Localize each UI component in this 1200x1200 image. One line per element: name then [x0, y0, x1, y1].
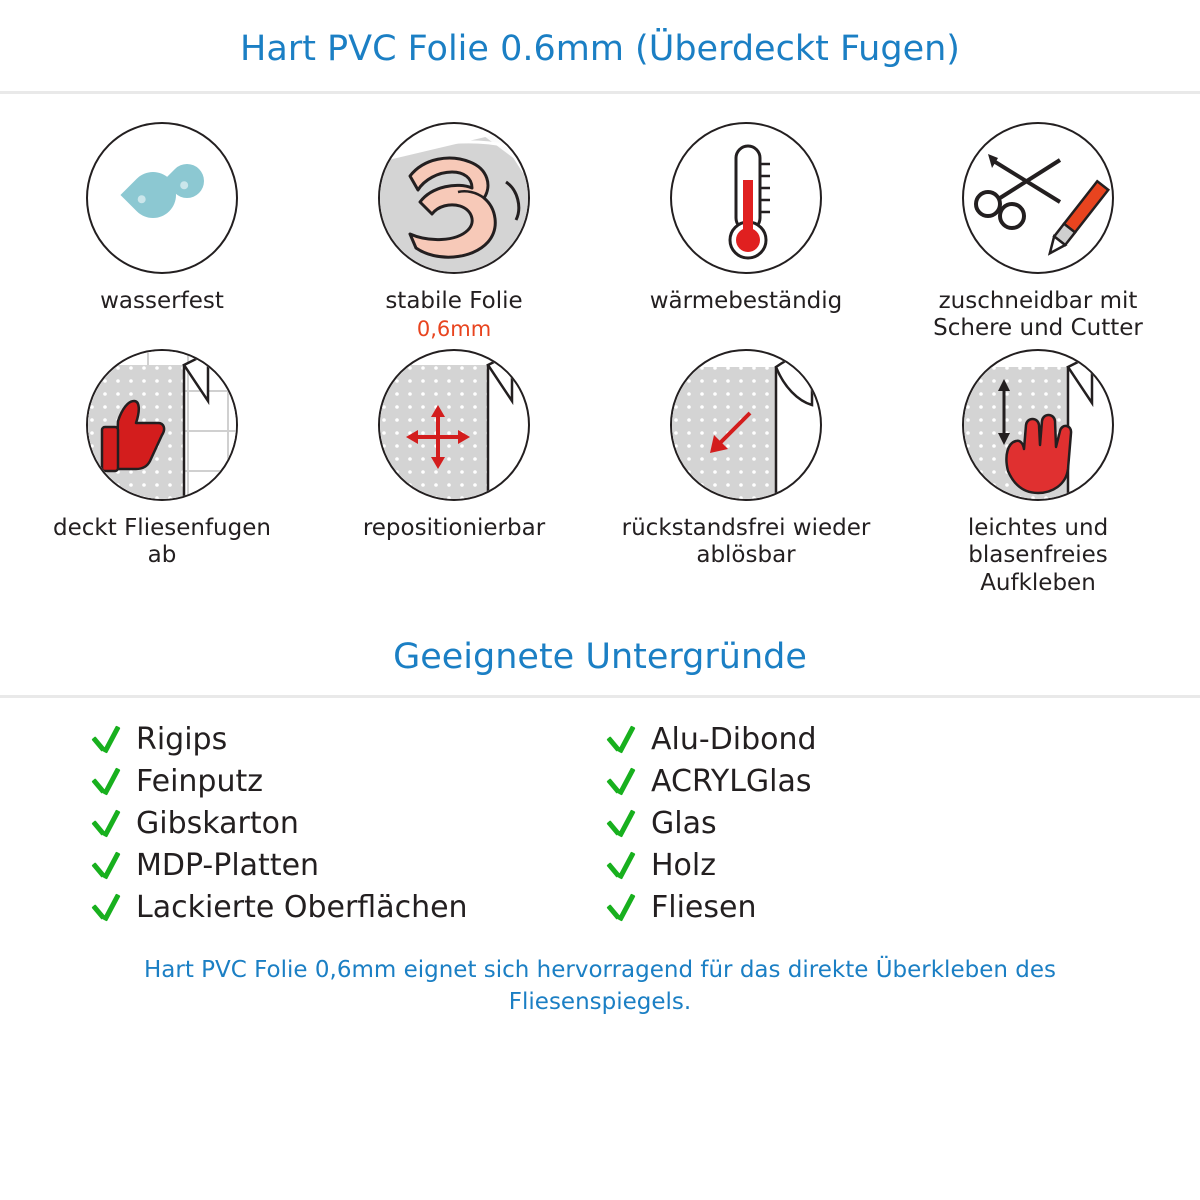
- list-item-label: Holz: [651, 848, 716, 884]
- scissors-cutter-icon: [962, 122, 1114, 274]
- check-icon: [605, 851, 635, 881]
- list-item-label: Rigips: [136, 722, 228, 758]
- feature-zuschneidbar: [892, 122, 1184, 343]
- list-item-label: Lackierte Oberflächen: [136, 890, 468, 926]
- page-title: Hart PVC Folie 0.6mm (Überdeckt Fugen): [240, 29, 960, 69]
- feature-label: rückstandsfrei wieder ablösbar: [621, 514, 871, 569]
- check-icon: [90, 767, 120, 797]
- footer-note: Hart PVC Folie 0,6mm eignet sich hervorragend für das direkte Überkleben des Fliesenspiegels.: [144, 957, 1056, 1015]
- check-icon: [90, 725, 120, 755]
- list-item-label: MDP-Platten: [136, 848, 320, 884]
- feature-stabile-folie: [308, 122, 600, 343]
- list-item-label: Glas: [651, 806, 717, 842]
- feature-aufkleben: [892, 349, 1184, 598]
- list-item-label: ACRYLGlas: [651, 764, 812, 800]
- list-item: [90, 722, 595, 757]
- check-icon: [605, 767, 635, 797]
- feature-label: wasserfest: [100, 287, 224, 314]
- list-item: [605, 890, 1110, 925]
- substrate-lists: [0, 698, 1200, 925]
- feature-grid: [0, 94, 1200, 598]
- feature-label: leichtes und blasenfreies Aufkleben: [967, 514, 1109, 596]
- check-icon: [605, 809, 635, 839]
- water-drops-icon: [86, 122, 238, 274]
- section-title: Geeignete Untergründe: [393, 637, 807, 678]
- feature-wasserfest: [16, 122, 308, 343]
- check-icon: [605, 725, 635, 755]
- list-item: [90, 890, 595, 925]
- check-icon: [90, 851, 120, 881]
- feature-rueckstandsfrei: [600, 349, 892, 598]
- hand-smoothing-icon: [962, 349, 1114, 501]
- list-item-label: Gibskarton: [136, 806, 299, 842]
- thumbs-up-tiles-icon: [86, 349, 238, 501]
- list-item: [605, 806, 1110, 841]
- peel-arrow-icon: [670, 349, 822, 501]
- list-item: [605, 764, 1110, 799]
- feature-repositionierbar: [308, 349, 600, 598]
- list-item-label: Feinputz: [136, 764, 263, 800]
- list-item: [605, 848, 1110, 883]
- check-icon: [605, 893, 635, 923]
- list-item-label: Alu-Dibond: [651, 722, 817, 758]
- list-item-label: Fliesen: [651, 890, 757, 926]
- feature-label: repositionierbar: [362, 514, 546, 541]
- list-item: [605, 722, 1110, 757]
- header: [0, 0, 1200, 69]
- feature-deckt-fliesenfugen: [16, 349, 308, 598]
- thermometer-icon: [670, 122, 822, 274]
- feature-label: stabile Folie: [385, 287, 523, 314]
- list-item: [90, 806, 595, 841]
- check-icon: [90, 809, 120, 839]
- substrate-list-right: [605, 722, 1110, 925]
- feature-sublabel: 0,6mm: [416, 317, 492, 342]
- check-icon: [90, 893, 120, 923]
- feature-label: zuschneidbar mit Schere und Cutter: [933, 287, 1143, 342]
- flexing-arm-icon: [378, 122, 530, 274]
- feature-label: deckt Fliesenfugen ab: [53, 514, 271, 569]
- move-arrows-icon: [378, 349, 530, 501]
- feature-waermebestaendig: [600, 122, 892, 343]
- substrate-list-left: [90, 722, 595, 925]
- list-item: [90, 848, 595, 883]
- list-item: [90, 764, 595, 799]
- feature-label: wärmebeständig: [649, 287, 843, 314]
